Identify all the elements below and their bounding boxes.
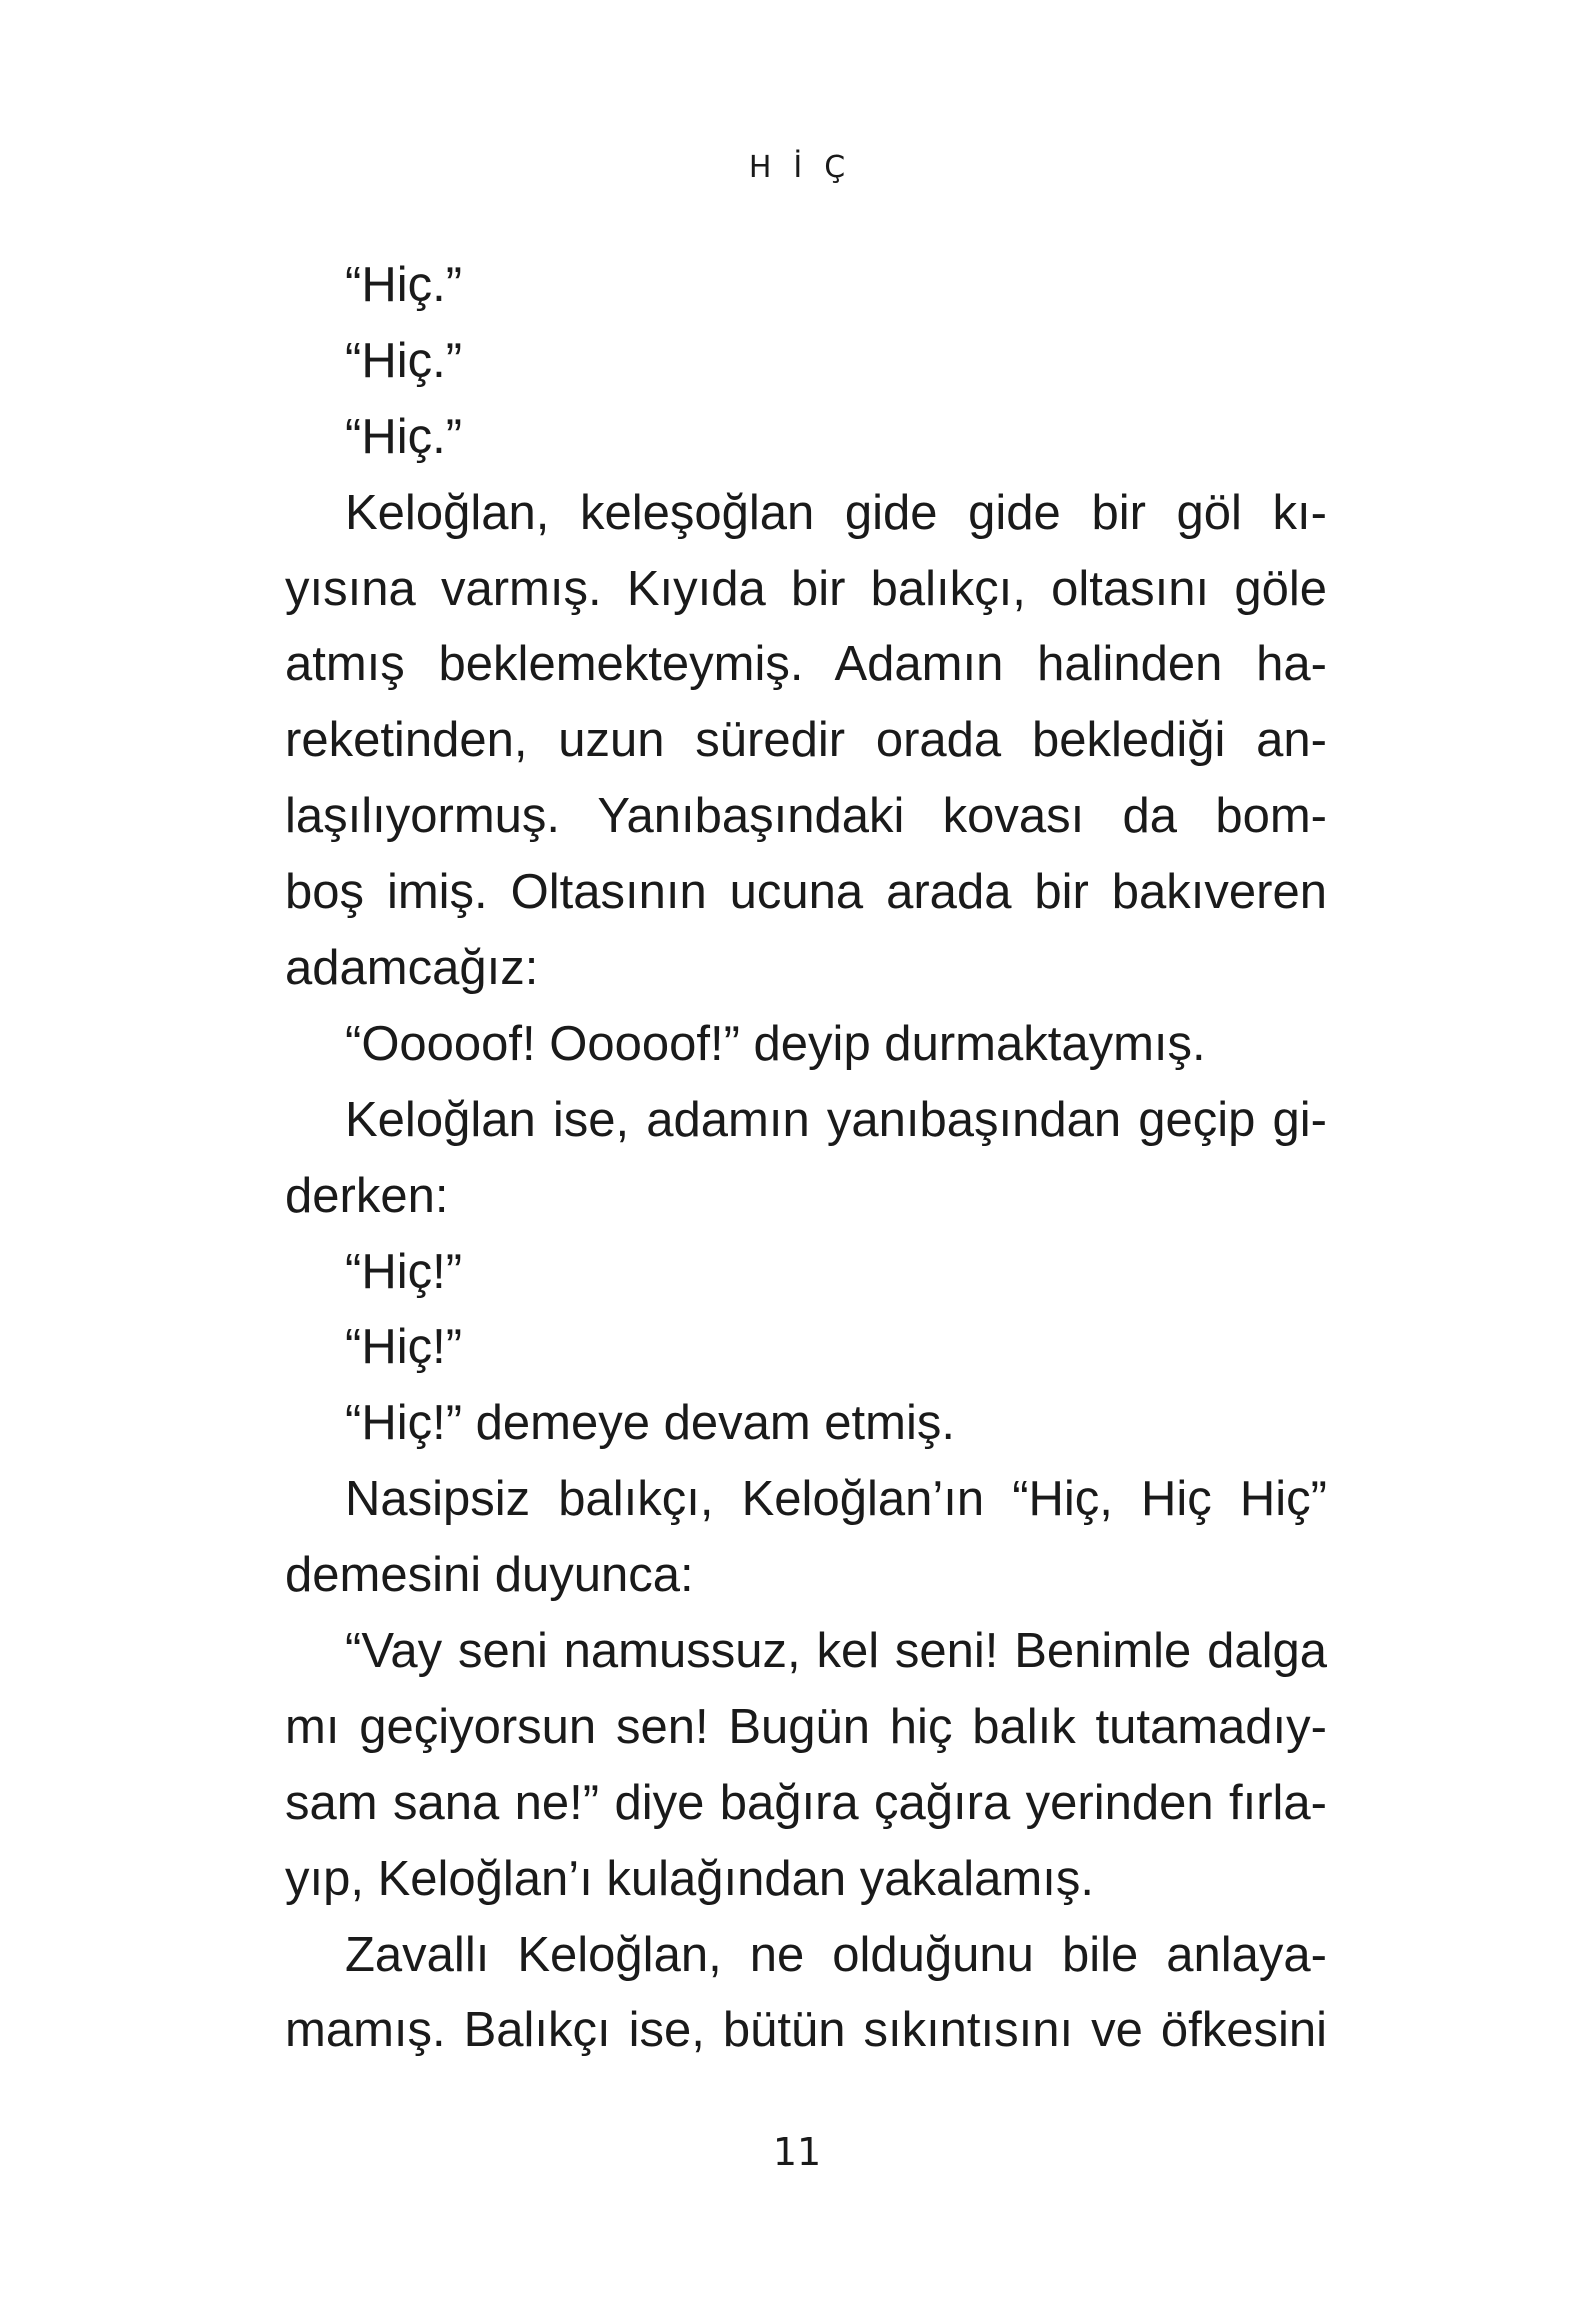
text-line: Zavallı Keloğlan, ne olduğunu bile anlaya- [345,1927,1327,1982]
text-line: “Hiç!” [345,1244,463,1299]
text-line: reketinden, uzun süredir orada beklediği an- [285,713,1327,768]
text-line: Keloğlan ise, adamın yanıbaşından geçip gi- [345,1092,1327,1147]
running-header: HİÇ [748,150,868,185]
page-number: 11 [772,2130,822,2174]
text-line: yısına varmış. Kıyıda bir balıkçı, oltasını göle [285,561,1327,616]
text-line: “Hiç!” demeye devam etmiş. [345,1396,955,1451]
text-line: “Ooooof! Ooooof!” deyip durmaktaymış. [345,1016,1206,1071]
text-line: adamcağız: [285,941,539,996]
text-line: “Hiç.” [345,409,463,464]
text-line: Keloğlan, keleşoğlan gide gide bir göl kı- [345,485,1327,540]
text-line: sam sana ne!” diye bağıra çağıra yerinden fırla- [285,1775,1327,1830]
text-line: mamış. Balıkçı ise, bütün sıkıntısını ve öfkesini [285,2003,1327,2058]
body-text [285,248,1327,2069]
text-line: boş imiş. Oltasının ucuna arada bir bakıveren [285,865,1327,920]
text-line: Nasipsiz balıkçı, Keloğlan’ın “Hiç, Hiç Hiç” [345,1472,1327,1527]
text-line: atmış beklemekteymiş. Adamın halinden ha- [285,637,1327,692]
text-line: “Hiç.” [345,333,463,388]
text-line: yıp, Keloğlan’ı kulağından yakalamış. [285,1851,1094,1906]
text-line: “Hiç.” [345,258,463,312]
text-line: demesini duyunca: [285,1548,694,1603]
text-line: derken: [285,1168,449,1223]
text-line: mı geçiyorsun sen! Bugün hiç balık tutamadıy- [285,1699,1327,1754]
text-line: laşılıyormuş. Yanıbaşındaki kovası da bom- [285,789,1327,844]
text-line: “Hiç!” [345,1320,463,1375]
text-line: “Vay seni namussuz, kel seni! Benimle dalga [345,1624,1327,1679]
